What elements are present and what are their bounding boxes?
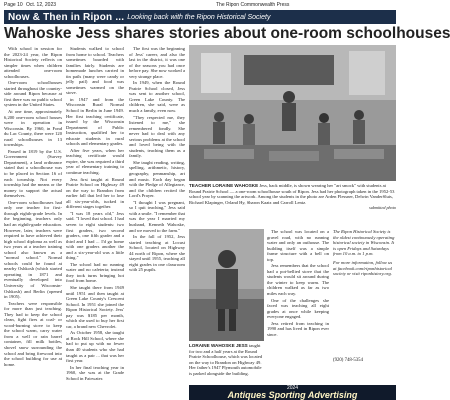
paragraph: At one time, approximately 6,200 one-room school houses were in operation in Wisconsin. By 1960, in Fond du Lac County, there were 120 rural schoolhouses in 13 townships. [4, 109, 62, 148]
paragraph: "I thought I was pregnant, so I quit teaching," Jess said with a smile. "I remember that was the year I married my husband, Kenneth Wahoske, and we moved to the farm." [129, 199, 185, 233]
paragraph: Students walked to school from home to school. Teachers sometimes boarded with families fairly. Students are homemade lunches carried in tin pails (many were candy or jelly pail) and food was sometimes warmed on the stove. [66, 46, 124, 96]
paragraph: In her final teaching year in 1960, she was at the Grade School in Fairwater. [66, 364, 124, 381]
info-paragraph: For more information, follow us at facebook.com/riponhistorical society or visit riponhistory.org. [333, 259, 393, 277]
article-column-3 [129, 46, 185, 400]
paragraph: One of the challenges she faced was teaching all eight grades at once while keeping everyone engaged. [267, 297, 329, 320]
paragraph: After five years, when her teaching certificate would expire, she was required a third year of elementary training to continue teaching. [66, 147, 124, 176]
paragraph: In 1949, when the Round Prairie School closed, Jess was sent to another school, Green Lake County. The children, she said, were as much a family, even now. [129, 80, 185, 114]
paragraph: She taught reading, writing, spelling, arithmetic, history, geography, penmanship, art and music. Each day began with the Pledge of Allegiance, and the children recited the Lord's Prayer. [129, 159, 185, 199]
paragraph: "They respected me, they listened to me," she remembered fondly. She never had to deal with any serious problems at the school and loved being with the students, teaching them as a family. [129, 114, 185, 159]
caption-lead: LORAINE WAHOSKE JESS [189, 343, 248, 348]
classroom-photo-graphic [189, 45, 396, 181]
publication-name: The Ripon Commonwealth Press [216, 2, 290, 8]
portrait-photo-graphic [189, 229, 264, 341]
portrait-photo-caption [189, 343, 264, 376]
classroom-photo [189, 45, 396, 181]
issue-date: Oct. 12, 2023 [26, 2, 57, 8]
ad-year: 2024 [286, 385, 299, 391]
section-banner [4, 10, 396, 24]
classroom-photo-caption [189, 183, 396, 211]
info-paragraph: The Ripon Historical Society is the oldest continuously operating historical society in Wisconsin. It is open Fridays and Saturdays from 10 a.m. to 1 p.m. [333, 229, 395, 257]
paragraph: As October 1958, she taught at Rock Hill School, where she had to put up with no fewer than 40 students who she had taught as a pair ... that was her first year. [66, 330, 124, 364]
caption-text: taught for two and a half years at the Round Prairie Schoolhouse, which was located on the way to Brandon on Highway 49. Her father's 1947 Plymouth automobile is parked alongside the building. [189, 343, 263, 376]
paragraph: Jess retired from teaching in 1990 and has lived in Ripon ever since. [267, 320, 329, 337]
phone-number: (920) 748-5354 [333, 358, 363, 363]
article-column-1 [4, 46, 62, 400]
caption-lead: TEACHER LORAINE WAHOSKE [189, 183, 259, 188]
paragraph: Passed in 1819 by the U.S. Government (Survey Department), a land ordinance stated that a schoolhouse was to be placed in Section 16 of each township. Not every township had the means or the money to support the actual themselves. [4, 148, 62, 199]
paragraph: The school had no running water and no cafeteria; instead they took turns bringing hot food from home. [66, 261, 124, 284]
ad-title: Antiques Sporting Advertising [227, 390, 358, 400]
paragraph: She taught there from 1949 until 1951 and then taught at Green Lake County's Crescent School. In 1951 she joined the Ripon Historical Society. Jess' pay was $185 per month, which she used to buy her first car, a brand new Chevrolet. [66, 284, 124, 329]
paragraph: Jess remembers that the school had a pot-bellied stove that the students would sit around during the winter to keep warm. The children walked as far as two miles each way. [267, 263, 329, 297]
paragraph: Teachers were responsible for more than just teaching. They had to keep the school clean, fight fires at coal- or wood-burning stove to keep the school warm, carry water from a well or rain barrel container, fill milk bottles, shovel snow surrounding the school and bring firewood into the school building for use at home. [4, 300, 62, 367]
article-column-4 [267, 229, 329, 400]
banner-title: Now & Then in Ripon ... [8, 11, 125, 23]
paragraph: Jess first taught at Round Prairie School on Highway 49 on the way to Brandon from earlier fall that led her to lose all six-year-olds, tucked in different stages together. [66, 176, 124, 210]
paragraph: in 1947 and from the Wisconsin Rural Normal School in Berlin in June 1949. Her first teaching certificate, issued by the Wisconsin Department of Public Instruction, qualified her to educate students in rural schools and elementary grades. [66, 96, 124, 147]
paragraph: One-room schoolhouses had only one teacher for first- through eighth-grade levels. In the beginning, teachers only had an eighth-grade education. However, later, teachers were required to have achieved their high school diploma as well as two years at a teacher training school also known as a "normal school." Normal schools could be found at nearby Oshkosh (which started operating in 1871 and eventually developed into University of Wisconsin-Oshkosh) and Berlin (opened in 1905). [4, 199, 62, 300]
article-headline: Wahoske Jess shares stories about one-room schoolhouses [4, 25, 450, 42]
page-number: Page 10 [4, 2, 23, 8]
advertisement-banner[interactable] [189, 385, 396, 400]
historical-society-info [333, 229, 396, 355]
paragraph: One-room schoolhouses started throughout the country-side around Ripon because at first there was no public school system in the United States. [4, 80, 62, 108]
paragraph: The first was the beginning of Jess' career, and also the last in the district, it was one of the seasons you had once before pay. She now worked a very strange place. [129, 46, 185, 79]
paragraph: The school was located on a gravel road, with no running water and only an outhouse. The building itself was a simple frame structure with a bell on top. [267, 229, 329, 262]
caption-text: Jess, back middle, is shown wearing her "art smock" with students at Round Prairie School — a one-room schoolhouse south of Ripon. Jess had her photograph taken in the 1952-53 school year by scanning the artwork. Among the students in the photo are Arden Flessner, Delwin VanderSluis, Richard Klapinger, Orland Hy, Sharon Kaatz and Carroll Lentz. [189, 183, 395, 205]
page-header [4, 0, 396, 10]
paragraph: In the fall of 1952, Jess started teaching at Locust School, located on Highway 44 north of Ripon, where she stayed until 1955, teaching all eight grades in one classroom with 25 pupils. [129, 234, 185, 273]
portrait-photo [189, 229, 264, 341]
banner-subtitle: Looking back with the Ripon Historical Society [127, 13, 271, 21]
paragraph: With school in session for the 2023-24 year, the Ripon Historical Society reflects on simpler times when children attended one-room schoolhouses. [4, 46, 62, 79]
paragraph: "I was 18 years old," Jess said. "I loved that school. I had seven to eight students: two first graders, two second graders, one fifth grader and a third and I had ... I'd go home with one graders another the and a six-year-old was a little thing." [66, 210, 124, 261]
article-column-2 [66, 46, 124, 400]
photo-credit: submitted photo [369, 205, 396, 210]
